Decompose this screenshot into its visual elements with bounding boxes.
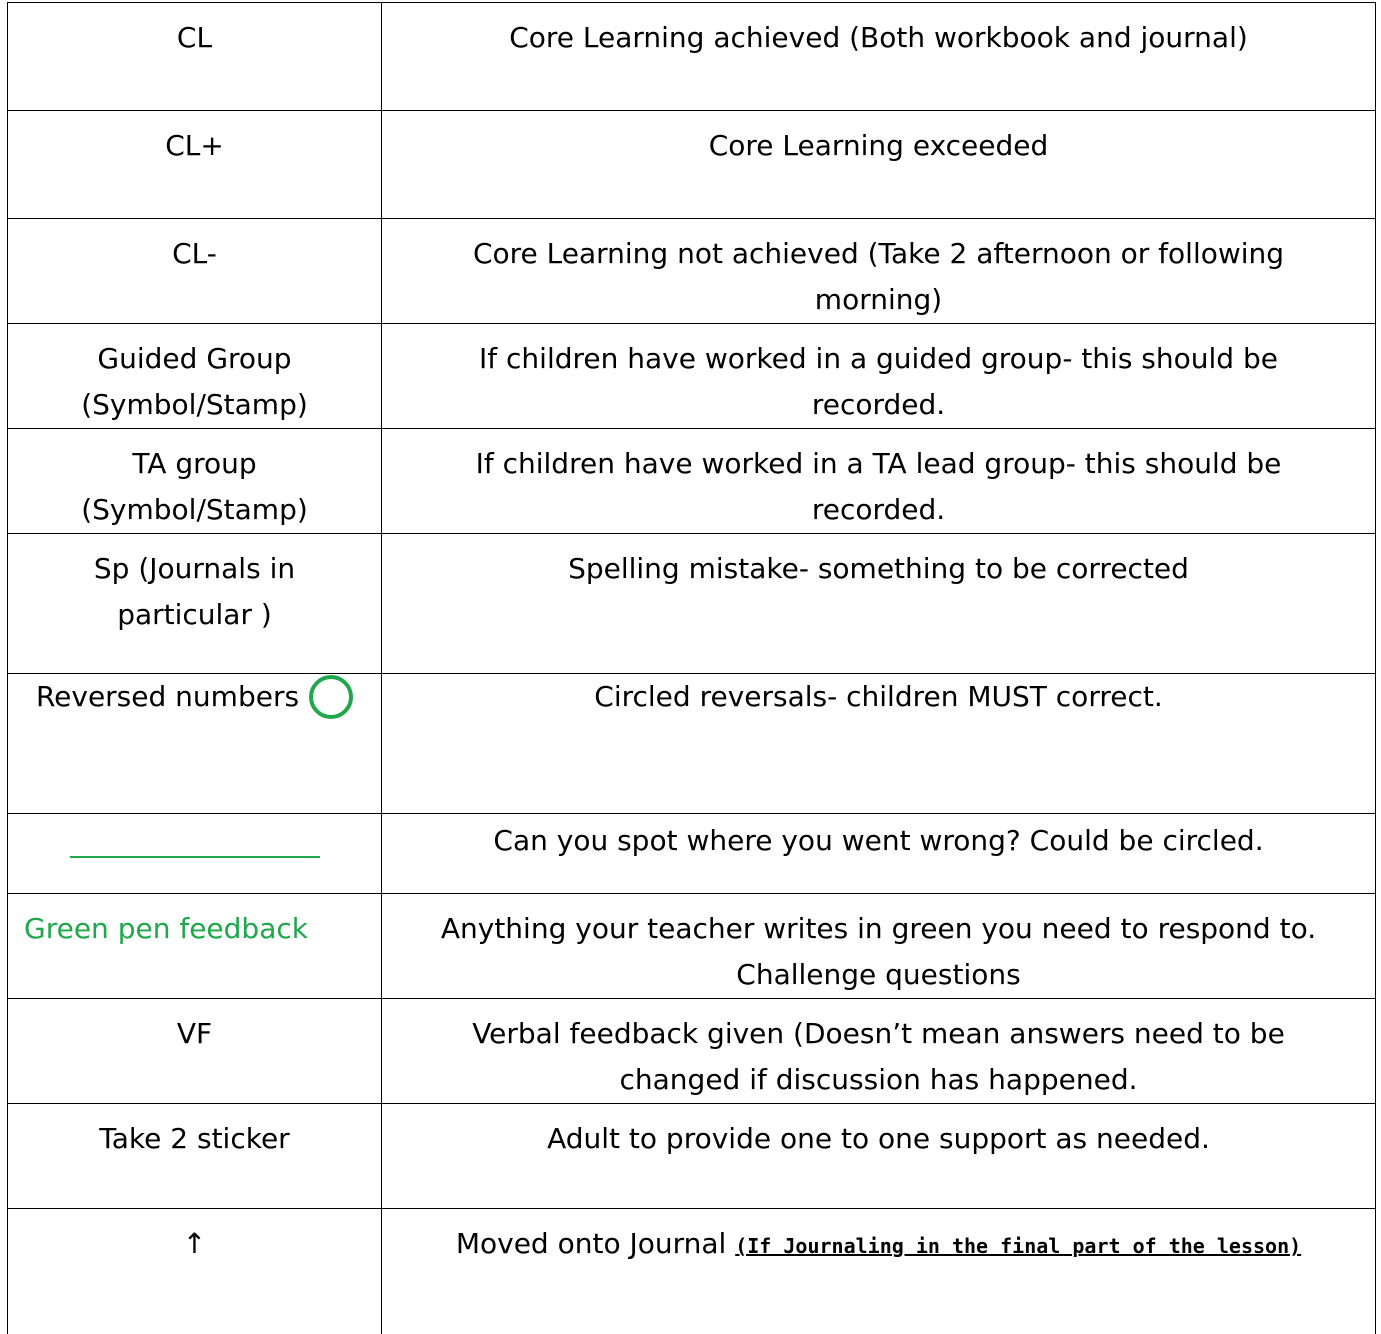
code-text: VF xyxy=(176,1017,213,1050)
green-pen-text: Green pen feedback xyxy=(24,912,308,945)
meaning-text: Can you spot where you went wrong? Could be circled. xyxy=(493,824,1264,857)
code-cell xyxy=(8,1104,382,1209)
green-circle-icon xyxy=(309,675,353,719)
table-row xyxy=(8,3,1376,111)
table-row xyxy=(8,219,1376,324)
code-cell xyxy=(8,674,382,814)
table-row xyxy=(8,1209,1376,1334)
meaning-cell xyxy=(382,1104,1376,1209)
marking-key-table xyxy=(7,2,1376,1334)
table-row xyxy=(8,999,1376,1104)
table-row xyxy=(8,324,1376,429)
meaning-cell xyxy=(382,894,1376,999)
code-text: CL xyxy=(176,21,213,54)
meaning-text: Circled reversals- children MUST correct. xyxy=(594,680,1163,713)
code-text: CL- xyxy=(172,237,217,270)
green-underline-mark xyxy=(70,856,320,858)
up-arrow-icon: ↑ xyxy=(182,1227,207,1260)
table-row xyxy=(8,894,1376,999)
code-cell xyxy=(8,894,382,999)
code-text: CL+ xyxy=(165,129,224,162)
meaning-text: Anything your teacher writes in green you need to respond to. Challenge questions xyxy=(440,912,1317,991)
code-cell xyxy=(8,1209,382,1334)
meaning-text: Verbal feedback given (Doesn’t mean answers need to be changed if discussion has happened. xyxy=(472,1017,1285,1096)
code-cell xyxy=(8,814,382,894)
code-cell xyxy=(8,3,382,111)
meaning-cell xyxy=(382,674,1376,814)
meaning-text: If children have worked in a TA lead group- this should be recorded. xyxy=(475,447,1282,526)
meaning-text: If children have worked in a guided group- this should be recorded. xyxy=(479,342,1278,421)
code-cell xyxy=(8,999,382,1104)
table-row xyxy=(8,1104,1376,1209)
table-row xyxy=(8,814,1376,894)
code-cell xyxy=(8,111,382,219)
meaning-text: Moved onto Journal xyxy=(455,1227,727,1260)
code-text: Guided Group (Symbol/Stamp) xyxy=(81,342,308,421)
meaning-cell xyxy=(382,814,1376,894)
code-cell xyxy=(8,219,382,324)
meaning-cell xyxy=(382,999,1376,1104)
meaning-text: Core Learning not achieved (Take 2 afternoon or following morning) xyxy=(472,237,1285,316)
meaning-note: (If Journaling in the final part of the lesson) xyxy=(735,1234,1302,1258)
meaning-cell xyxy=(382,111,1376,219)
table-row xyxy=(8,674,1376,814)
meaning-text: Spelling mistake- something to be corrected xyxy=(568,552,1189,585)
code-text: TA group (Symbol/Stamp) xyxy=(81,447,308,526)
meaning-text: Core Learning exceeded xyxy=(708,129,1049,162)
code-cell xyxy=(8,534,382,674)
meaning-cell xyxy=(382,219,1376,324)
code-text: Reversed numbers xyxy=(35,680,300,713)
meaning-text: Adult to provide one to one support as needed. xyxy=(547,1122,1210,1155)
meaning-cell xyxy=(382,324,1376,429)
meaning-cell xyxy=(382,429,1376,534)
code-text: Take 2 sticker xyxy=(99,1122,290,1155)
table-row xyxy=(8,534,1376,674)
table-row xyxy=(8,429,1376,534)
meaning-text: Core Learning achieved (Both workbook and journal) xyxy=(509,21,1248,54)
reversed-numbers-label xyxy=(36,674,353,720)
table-row xyxy=(8,111,1376,219)
meaning-cell xyxy=(382,534,1376,674)
code-cell xyxy=(8,429,382,534)
code-cell xyxy=(8,324,382,429)
meaning-cell xyxy=(382,1209,1376,1334)
code-text: Sp (Journals in particular ) xyxy=(93,552,296,631)
meaning-cell xyxy=(382,3,1376,111)
